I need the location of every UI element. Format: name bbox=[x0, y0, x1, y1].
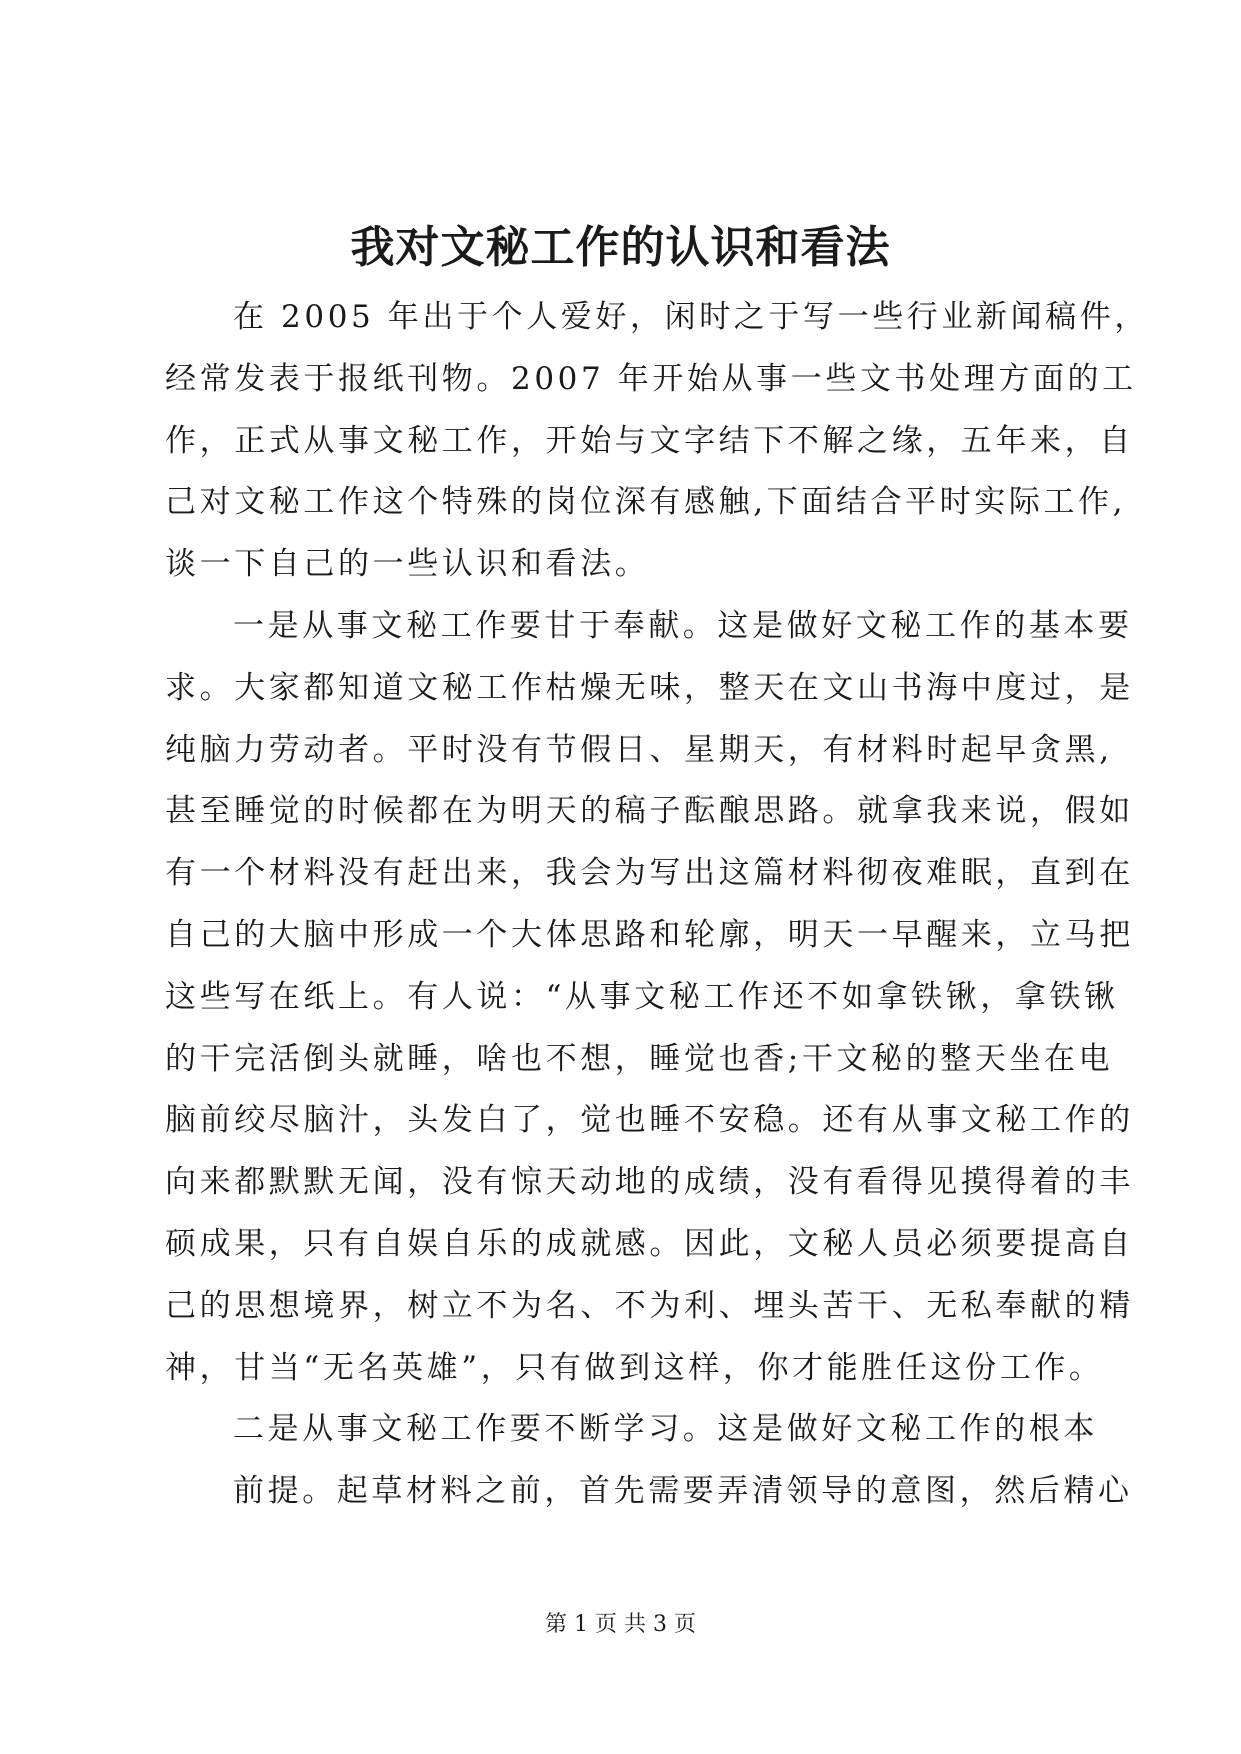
text-line: 己对文秘工作这个特殊的岗位深有感触,下面结合平时实际工作, bbox=[165, 484, 1127, 521]
text-line: 一是从事文秘工作要甘于奉献。这是做好文秘工作的基本要 bbox=[233, 607, 1133, 644]
text-line: 己的思想境界，树立不为名、不为利、埋头苦干、无私奉献的精 bbox=[165, 1287, 1134, 1324]
document-body bbox=[165, 287, 1149, 1523]
text-line: 纯脑力劳动者。平时没有节假日、星期天，有材料时起早贪黑, bbox=[165, 731, 1113, 768]
text-line: 硕成果，只有自娱自乐的成就感。因此，文秘人员必须要提高自 bbox=[165, 1225, 1134, 1262]
text-line: 脑前绞尽脑汁，头发白了，觉也睡不安稳。还有从事文秘工作的 bbox=[165, 1102, 1134, 1139]
text-line: 这些写在纸上。有人说：“从事文秘工作还不如拿铁锹，拿铁锹 bbox=[165, 978, 1119, 1015]
text-line: 求。大家都知道文秘工作枯燥无味，整天在文山书海中度过，是 bbox=[165, 669, 1134, 706]
text-line: 向来都默默无闻，没有惊天动地的成绩，没有看得见摸得着的丰 bbox=[165, 1164, 1134, 1201]
text-line: 前提。起草材料之前，首先需要弄清领导的意图，然后精心 bbox=[233, 1473, 1133, 1510]
text-line: 经常发表于报纸刊物。2007 年开始从事一些文书处理方面的工 bbox=[165, 360, 1137, 397]
text-line: 作，正式从事文秘工作，开始与文字结下不解之缘，五年来，自 bbox=[165, 422, 1134, 459]
text-line: 神，甘当“无名英雄”，只有做到这样，你才能胜任这份工作。 bbox=[165, 1349, 1104, 1386]
text-line: 谈一下自己的一些认识和看法。 bbox=[165, 546, 650, 583]
text-line: 自己的大脑中形成一个大体思路和轮廓，明天一早醒来，立马把 bbox=[165, 916, 1134, 953]
text-line: 在 2005 年出于个人爱好，闲时之于写一些行业新闻稿件， bbox=[233, 299, 1149, 335]
document-title: 我对文秘工作的认识和看法 bbox=[350, 222, 891, 273]
text-line: 甚至睡觉的时候都在为明天的稿子酝酿思路。就拿我来说，假如 bbox=[165, 793, 1134, 830]
text-line: 的干完活倒头就睡，啥也不想，睡觉也香;干文秘的整天坐在电 bbox=[165, 1040, 1114, 1077]
text-line: 有一个材料没有赶出来，我会为写出这篇材料彻夜难眠，直到在 bbox=[165, 855, 1134, 892]
text-line: 二是从事文秘工作要不断学习。这是做好文秘工作的根本 bbox=[233, 1411, 1098, 1448]
page-number: 第 1 页 共 3 页 bbox=[545, 1612, 696, 1637]
